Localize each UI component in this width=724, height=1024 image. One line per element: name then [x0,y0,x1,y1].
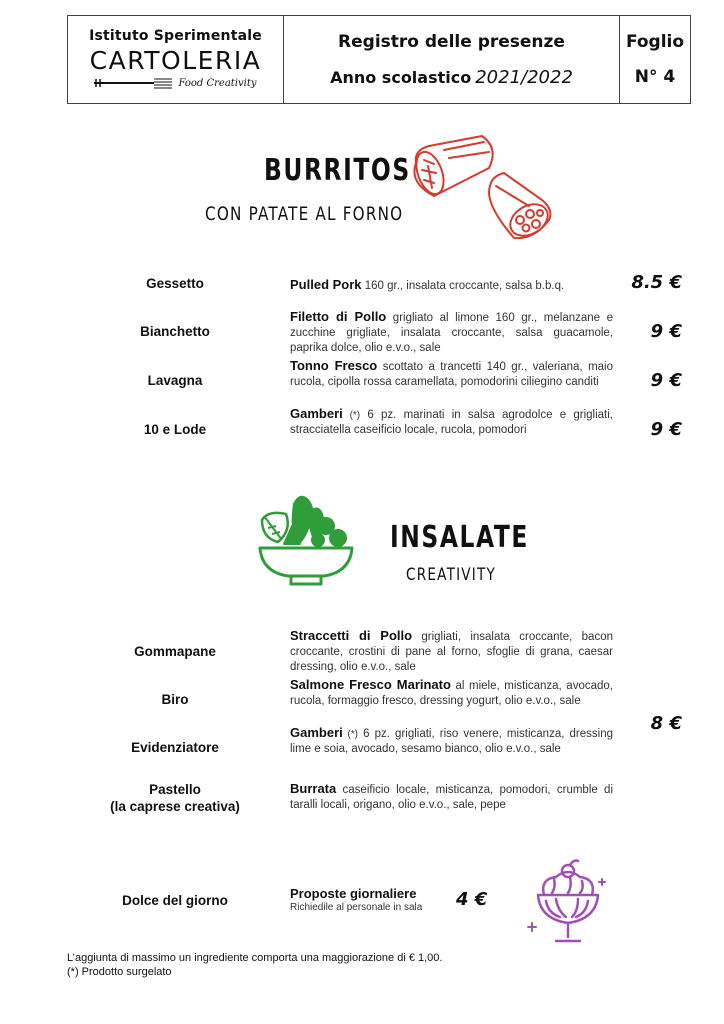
item-description: Salmone Fresco Marinato al miele, misticanza, avocado, rucola, formaggio fresco, dressing yogurt, olio e.v.o., sale [290,677,613,707]
item-price: 9 € [650,370,682,391]
item-name: Biro [161,692,189,707]
item-description: Filetto di Pollo grigliato al limone 160 gr., melanzane e zucchine grigliate, insalata croccante, salsa guacamole, paprika dolce, olio e.v.o., sale [290,309,613,354]
burritos-subtitle: CON PATATE AL FORNO [205,203,404,225]
item-description: Gamberi (*) 6 pz. marinati in salsa agrodolce e grigliati, stracciatella caseificio locale, rucola, pomodori [290,406,613,436]
item-name: Gommapane [134,644,216,659]
burritos-title: BURRITOS [264,153,411,188]
item-name: Pastello (la caprese creativa) [110,782,240,814]
item-name: Lavagna [147,373,203,388]
burrito-icon [404,128,554,243]
item-description: Pulled Pork 160 gr., insalata croccante, salsa b.b.q. [290,277,565,292]
footer-notes: L’aggiunta di massimo un ingrediente comporta una maggiorazione di € 1,00. (*) Prodotto surgelato [67,952,443,978]
item-name: Gessetto [146,276,204,291]
item-description: Straccetti di Pollo grigliati, insalata croccante, bacon croccante, crostini di pane al forno, sfoglie di grana, caesar dressing, olio e.v.o., sale [290,628,613,673]
item-name: Bianchetto [140,324,210,339]
fork-icon [94,77,174,89]
item-description: Gamberi (*) 6 pz. grigliati, riso venere, misticanza, dressing lime e soia, avocado, sesamo bianco, olio e.v.o., sale [290,725,613,755]
dessert-name: Dolce del giorno [122,893,228,908]
logo [68,16,284,103]
salad-bowl-icon [256,490,356,588]
insalate-title: INSALATE [390,520,529,555]
brand-subtitle: Food Creativity [178,77,257,89]
register-title: Registro delle presenze [338,31,565,52]
item-price: 9 € [650,419,682,440]
insalate-price: 8 € [650,713,682,734]
ice-cream-cup-icon [526,857,606,949]
item-description: Burrata caseificio locale, misticanza, pomodori, crumble di taralli locali, origano, olio e.v.o., sale, pepe [290,781,613,811]
item-price: 9 € [650,321,682,342]
brand-name: CARTOLERIA [89,46,262,75]
dessert-description: Proposte giornaliere Richiedile al personale in sala [290,886,423,913]
sheet-label: Foglio [625,31,685,52]
item-description: Tonno Fresco scottato a trancetti 140 gr., valeriana, maio rucola, cipolla rossa caramellata, pomodorini ciliegino canditi [290,358,613,388]
dessert-price: 4 € [456,889,488,910]
item-price: 8.5 € [631,272,682,293]
sheet-number: N° 4 [634,67,676,88]
insalate-subtitle: CREATIVITY [406,565,497,585]
item-name: Evidenziatore [131,740,219,755]
school-year: Anno scolastico 2021/2022 [330,66,573,88]
header-table [67,15,691,104]
item-name: 10 e Lode [143,422,207,437]
school-name: Istituto Sperimentale [89,28,262,44]
